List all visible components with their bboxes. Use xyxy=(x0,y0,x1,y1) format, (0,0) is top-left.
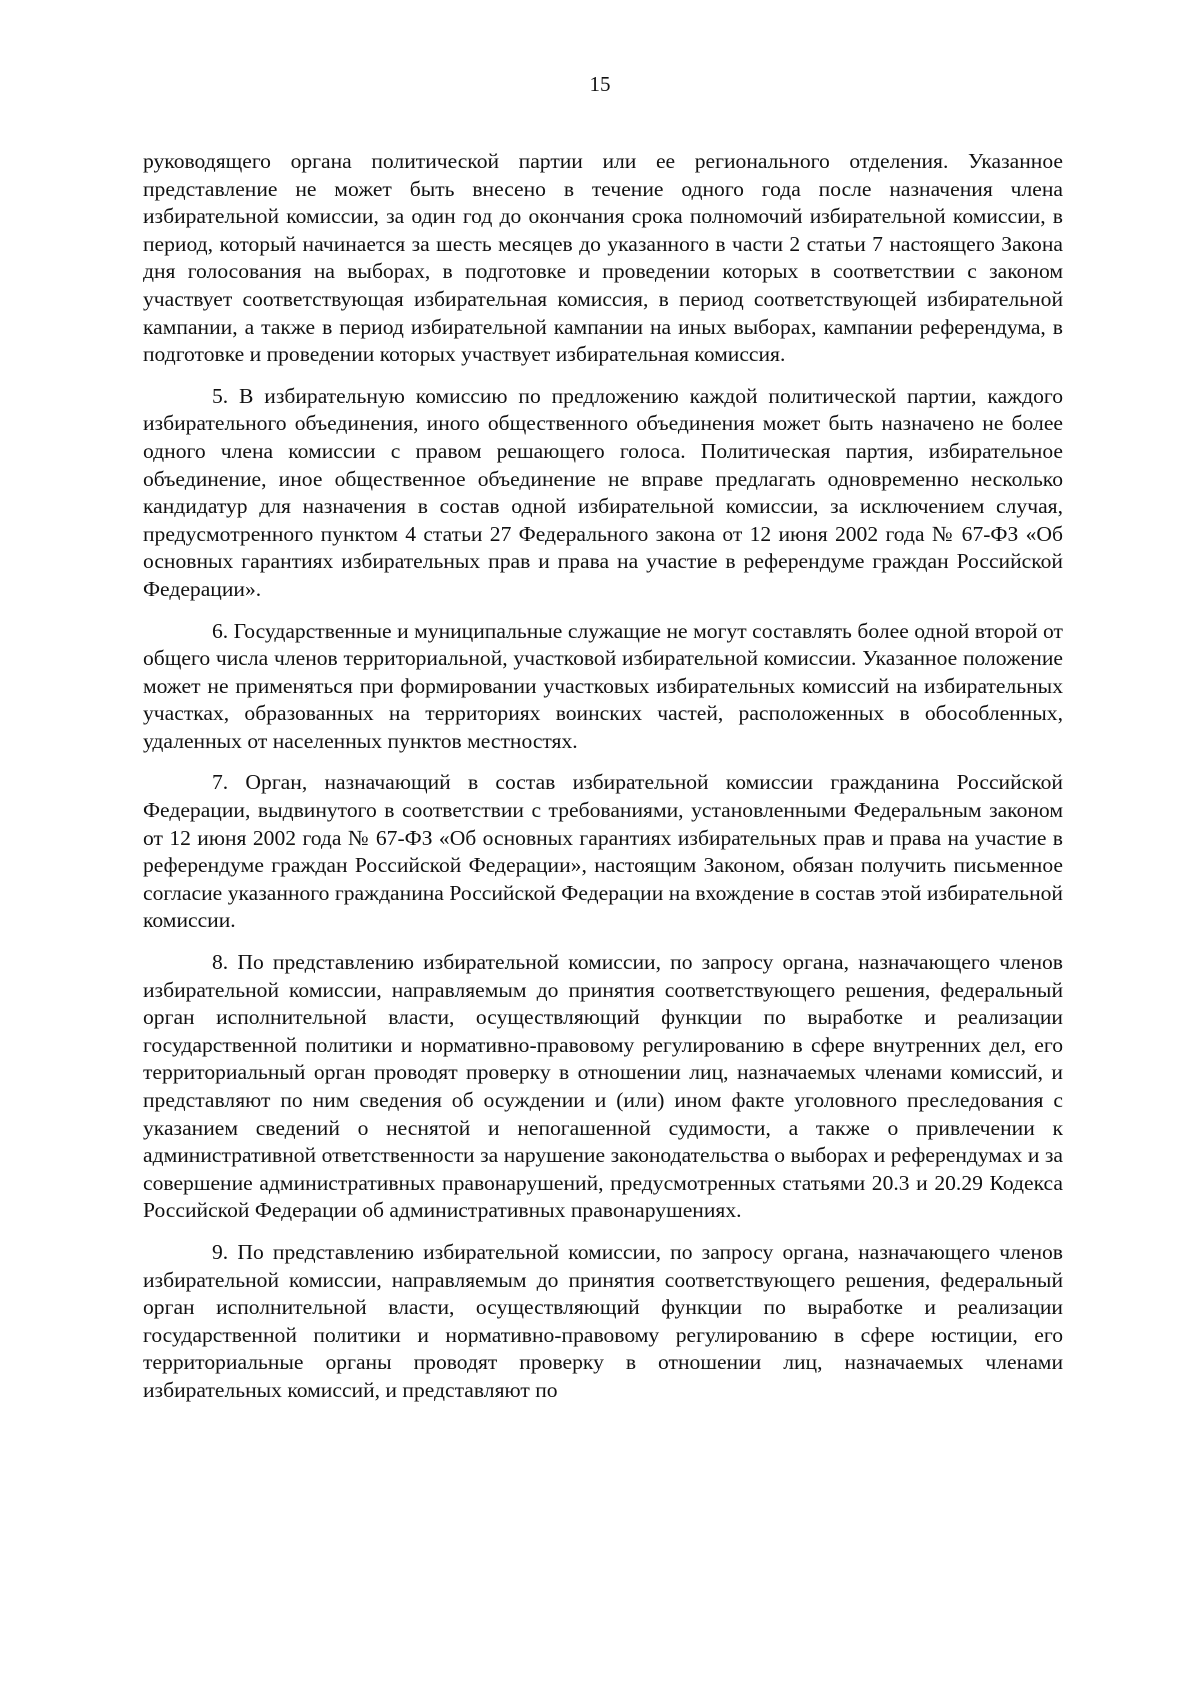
paragraph-continuation: руководящего органа политической партии или ее регионального отделения. Указанное представление не может быть внесено в течение одного года после назначения члена избирательной комиссии, за один год до окончания срока полномочий избирательной комиссии, в период, который начинается за шесть месяцев до указанного в части 2 статьи 7 настоящего Закона дня голосования на выборах, в подготовке и проведении которых в соответствии с законом участвует соответствующая избирательная комиссия, в период соответствующей избирательной кампании, а также в период избирательной кампании на иных выборах, кампании референдума, в подготовке и проведении которых участвует избирательная комиссия. xyxy=(143,149,1063,367)
paragraph-item-8: 8. По представлению избирательной комиссии, по запросу органа, назначающего членов избирательной комиссии, направляемым до принятия соответствующего решения, федеральный орган исполнительной власти, осуществляющий функции по выработке и реализации государственной политики и нормативно-правовому регулированию в сфере внутренних дел, его территориальный орган проводят проверку в отношении лиц, назначаемых членами комиссий, и представляют по ним сведения об осуждении и (или) ином факте уголовного преследования с указанием сведений о неснятой и непогашенной судимости, а также о привлечении к административной ответственности за нарушение законодательства о выборах и референдумах и за совершение административных правонарушений, предусмотренных статьями 20.3 и 20.29 Кодекса Российской Федерации об административных правонарушениях. xyxy=(143,950,1063,1223)
paragraph-item-6: 6. Государственные и муниципальные служащие не могут составлять более одной второй от общего числа членов территориальной, участковой избирательной комиссии. Указанное положение может не применяться при формировании участковых избирательных комиссий на избирательных участках, образованных на территориях воинских частей, расположенных в обособленных, удаленных от населенных пунктов местностях. xyxy=(143,618,1063,753)
paragraph-item-9: 9. По представлению избирательной комиссии, по запросу органа, назначающего членов избирательной комиссии, направляемым до принятия соответствующего решения, федеральный орган исполнительной власти, осуществляющий функции по выработке и реализации государственной политики и нормативно-правовому регулированию в сфере юстиции, его территориальные органы проводят проверку в отношении лиц, назначаемых членами избирательных комиссий, и представляют по xyxy=(143,1239,1063,1402)
page-number: 15 xyxy=(589,72,611,96)
document-body xyxy=(143,148,1063,1419)
paragraph-item-7: 7. Орган, назначающий в состав избирательной комиссии гражданина Российской Федерации, выдвинутого в соответствии с требованиями, установленными Федеральным законом от 12 июня 2002 года № 67-ФЗ «Об основных гарантиях избирательных прав и права на участие в референдуме граждан Российской Федерации», настоящим Законом, обязан получить письменное согласие указанного гражданина Российской Федерации на вхождение в состав этой избирательной комиссии. xyxy=(143,770,1063,933)
paragraph-item-5: 5. В избирательную комиссию по предложению каждой политической партии, каждого избирательного объединения, иного общественного объединения может быть назначено не более одного члена комиссии с правом решающего голоса. Политическая партия, избирательное объединение, иное общественное объединение не вправе предлагать одновременно несколько кандидатур для назначения в состав одной избирательной комиссии, за исключением случая, предусмотренного пунктом 4 статьи 27 Федерального закона от 12 июня 2002 года № 67-ФЗ «Об основных гарантиях избирательных прав и права на участие в референдуме граждан Российской Федерации». xyxy=(143,383,1063,601)
